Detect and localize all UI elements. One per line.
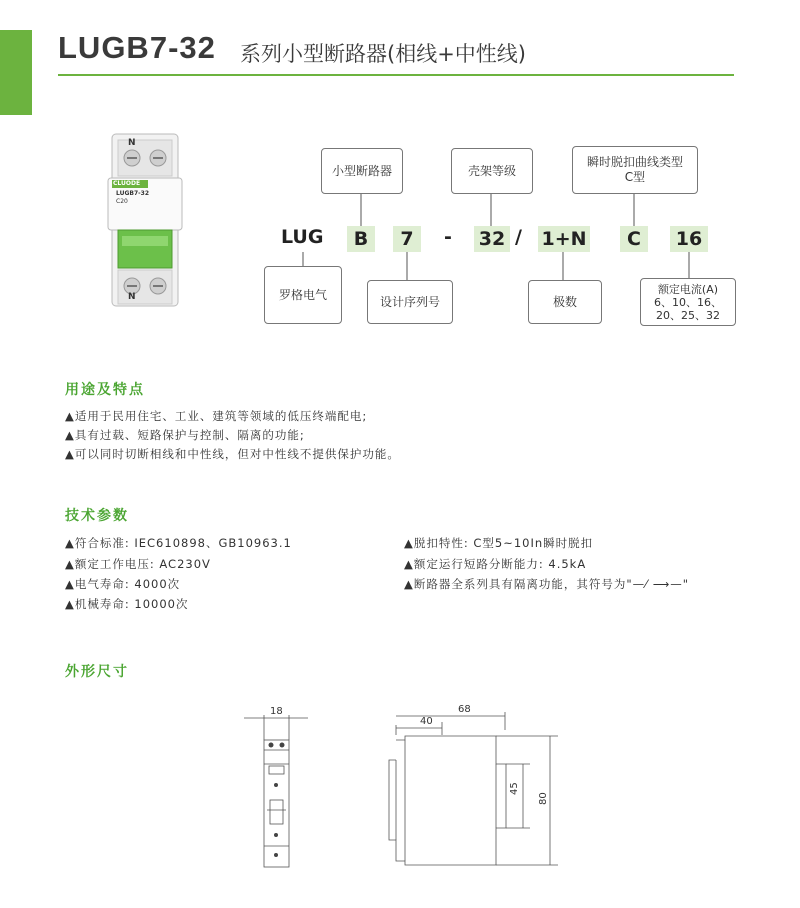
code-part-lug: LUG bbox=[281, 226, 324, 248]
code-part-c: C bbox=[620, 226, 648, 252]
code-part-32: 32 bbox=[474, 226, 510, 252]
tech-title: 技术参数 bbox=[65, 508, 129, 524]
feature-item: ▲可以同时切断相线和中性线，但对中性线不提供保护功能。 bbox=[65, 447, 400, 461]
tech-item-right: ▲脱扣特性: C型5~10In瞬时脱扣 bbox=[404, 536, 594, 550]
features-title: 用途及特点 bbox=[65, 382, 145, 398]
code-part-7: 7 bbox=[393, 226, 421, 252]
code-part-16: 16 bbox=[670, 226, 708, 252]
label-poles: 极数 bbox=[528, 280, 602, 324]
tech-item-left: ▲电气寿命: 4000次 bbox=[65, 577, 181, 591]
code-part-slash: / bbox=[515, 226, 522, 248]
rated-current-title: 额定电流(A) bbox=[657, 282, 719, 296]
dim-width: 18 bbox=[270, 706, 283, 717]
product-top-terminal: N bbox=[128, 138, 136, 148]
tech-item-left: ▲额定工作电压: AC230V bbox=[65, 557, 211, 571]
tech-item-left: ▲机械寿命: 10000次 bbox=[65, 597, 189, 611]
product-model-label: LUGB7-32 bbox=[116, 190, 149, 197]
page-title-subtitle: 系列小型断路器(相线+中性线) bbox=[240, 42, 526, 66]
dim-height-partial: 45 bbox=[509, 782, 520, 795]
dimensions-title: 外形尺寸 bbox=[65, 664, 129, 680]
product-brand: CLUODE bbox=[113, 180, 141, 187]
product-rating: C20 bbox=[116, 198, 128, 205]
page-title-model: LUGB7-32 bbox=[58, 30, 216, 65]
code-part-dash: - bbox=[444, 226, 452, 248]
rated-current-values-1: 6、10、16、 bbox=[654, 295, 722, 309]
feature-item: ▲具有过载、短路保护与控制、隔离的功能; bbox=[65, 428, 305, 442]
rated-current-values-2: 20、25、32 bbox=[656, 308, 720, 322]
label-brand: 罗格电气 bbox=[264, 266, 342, 324]
dim-depth: 68 bbox=[458, 704, 471, 715]
code-part-poles: 1+N bbox=[538, 226, 590, 252]
tech-item-right: ▲额定运行短路分断能力: 4.5kA bbox=[404, 557, 587, 571]
code-part-b: B bbox=[347, 226, 375, 252]
tech-item-left: ▲符合标准: IEC610898、GB10963.1 bbox=[65, 536, 292, 550]
dim-depth-partial: 40 bbox=[420, 716, 433, 727]
label-trip-curve: 瞬时脱扣曲线类型 C型 bbox=[572, 146, 698, 194]
label-frame-grade: 壳架等级 bbox=[451, 148, 533, 194]
dim-height: 80 bbox=[538, 792, 549, 805]
label-design-series: 设计序列号 bbox=[367, 280, 453, 324]
product-bottom-terminal: N bbox=[128, 292, 136, 302]
tech-item-right: ▲断路器全系列具有隔离功能，其符号为"—⁄ ⟶—" bbox=[404, 577, 689, 591]
feature-item: ▲适用于民用住宅、工业、建筑等领域的低压终端配电; bbox=[65, 409, 368, 423]
label-mcb-type: 小型断路器 bbox=[321, 148, 403, 194]
label-rated-current bbox=[640, 278, 736, 326]
